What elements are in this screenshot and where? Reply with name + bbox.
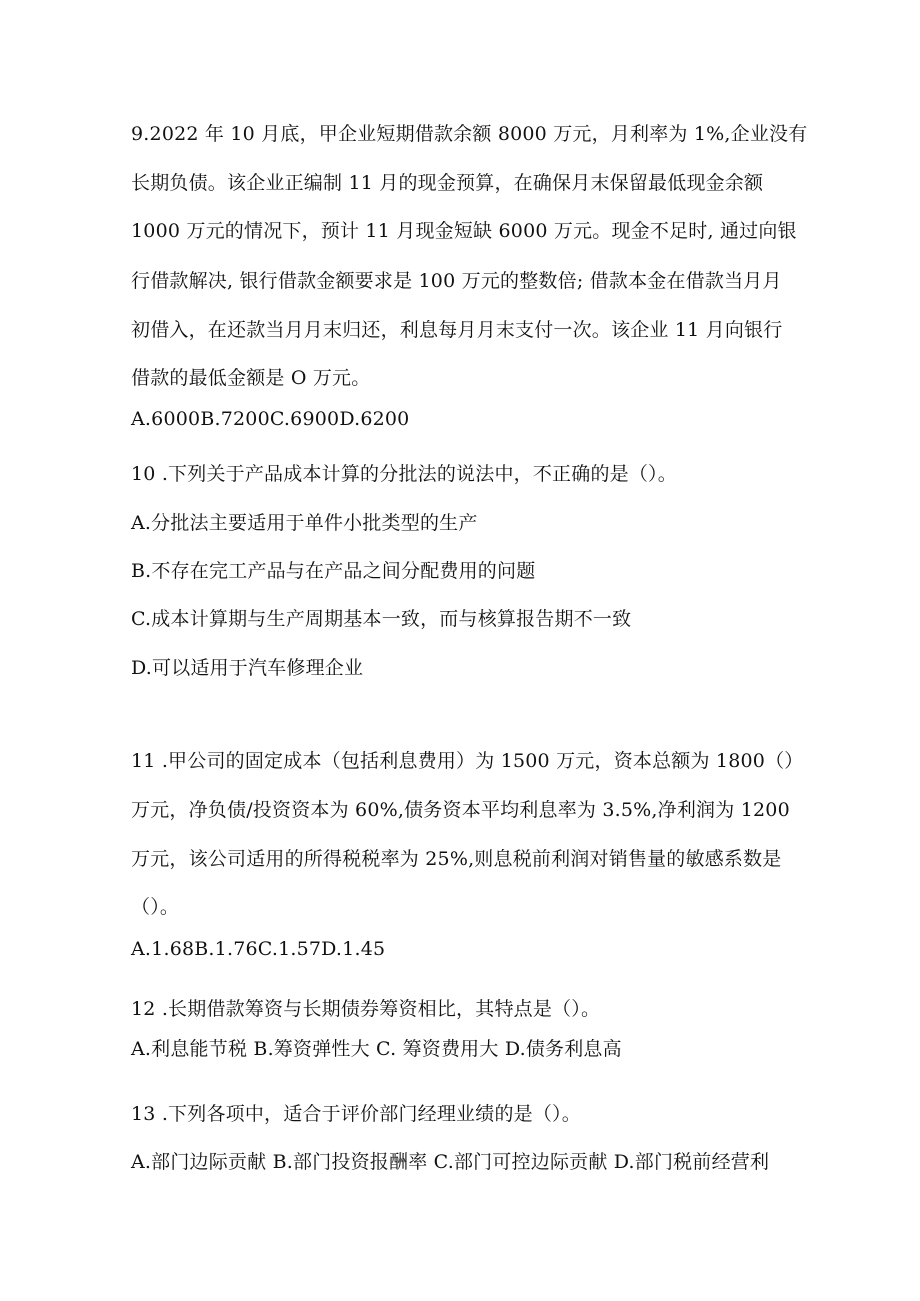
question-13-options: A.部门边际贡献 B.部门投资报酬率 C.部门可控边际贡献 D.部门税前经营利: [131, 1151, 770, 1173]
question-9-options: A.6000B.7200C.6900D.6200: [131, 408, 410, 430]
question-11-line-4: （）。: [131, 896, 180, 918]
question-9-line-4: 行借款解决, 银行借款金额要求是 100 万元的整数倍; 借款本金在借款当月月: [131, 270, 782, 292]
question-11-line-3: 万元，该公司适用的所得税税率为 25%,则息税前利润对销售量的敏感系数是: [131, 848, 782, 870]
question-10-option-d: D.可以适用于汽车修理企业: [131, 657, 364, 679]
question-11-line-2: 万元，净负债/投资资本为 60%,债务资本平均利息率为 3.5%,净利润为 1200: [131, 799, 790, 821]
question-9-line-5: 初借入，在还款当月月末归还，利息每月月末支付一次。该企业 11 月向银行: [131, 319, 783, 341]
question-12-stem: 12 .长期借款筹资与长期债券筹资相比，其特点是（）。: [131, 998, 601, 1020]
question-9-line-2: 长期负债。该企业正编制 11 月的现金预算，在确保月末保留最低现金余额: [131, 172, 764, 194]
question-11-options: A.1.68B.1.76C.1.57D.1.45: [131, 938, 386, 960]
question-10-option-c: C.成本计算期与生产周期基本一致，而与核算报告期不一致: [131, 608, 632, 630]
question-9-line-3: 1000 万元的情况下，预计 11 月现金短缺 6000 万元。现金不足时, 通过向银: [131, 220, 797, 242]
question-13-stem: 13 .下列各项中，适合于评价部门经理业绩的是（）。: [131, 1103, 581, 1125]
question-9-line-6: 借款的最低金额是 O 万元。: [131, 367, 371, 389]
question-10-stem: 10 .下列关于产品成本计算的分批法的说法中，不正确的是（）。: [131, 463, 677, 485]
question-12-options: A.利息能节税 B.筹资弹性大 C. 筹资费用大 D.债务利息高: [131, 1038, 622, 1060]
question-9-line-1: 9.2022 年 10 月底，甲企业短期借款余额 8000 万元，月利率为 1%,企业没有: [131, 123, 808, 145]
question-11-line-1: 11 .甲公司的固定成本（包括利息费用）为 1500 万元，资本总额为 1800（）: [131, 750, 804, 772]
question-10-option-a: A.分批法主要适用于单件小批类型的生产: [131, 512, 478, 534]
question-10-option-b: B.不存在完工产品与在产品之间分配费用的问题: [131, 560, 536, 582]
